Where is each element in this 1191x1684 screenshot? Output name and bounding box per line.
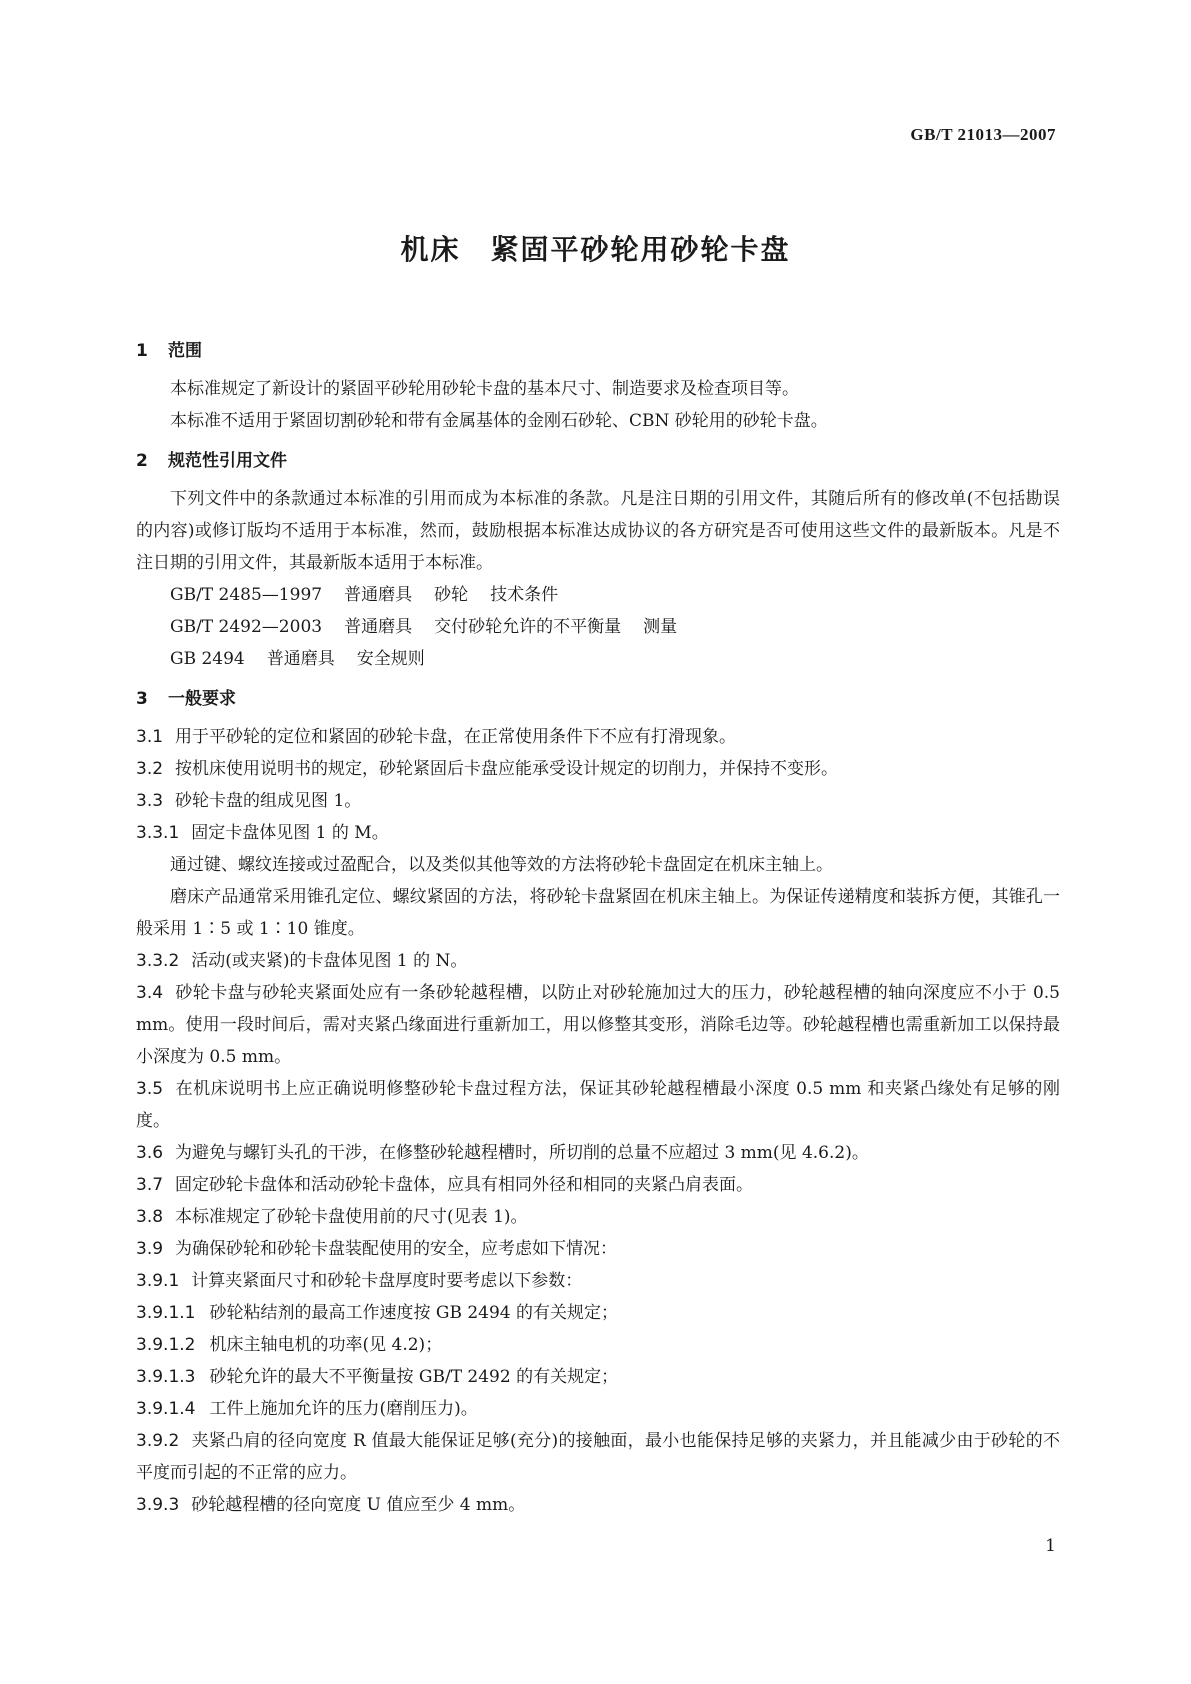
section-number: 2 <box>136 451 148 471</box>
clause-number: 3.3 <box>136 791 164 811</box>
clause-3-9 <box>136 1233 1060 1265</box>
clause-text: 计算夹紧面尺寸和砂轮卡盘厚度时要考虑以下参数： <box>191 1271 583 1291</box>
clause-3-4 <box>136 977 1060 1073</box>
reference-item <box>136 611 1060 643</box>
clause-3-9-1-2 <box>136 1329 1060 1361</box>
clause-text: 用于平砂轮的定位和紧固的砂轮卡盘，在正常使用条件下不应有打滑现象。 <box>175 727 737 747</box>
section-heading-1 <box>136 335 1060 367</box>
document-title <box>0 228 1191 268</box>
reference-item <box>136 579 1060 611</box>
clause-3-5 <box>136 1073 1060 1137</box>
clause-3-9-1-1 <box>136 1297 1060 1329</box>
paragraph: 下列文件中的条款通过本标准的引用而成为本标准的条款。凡是注日期的引用文件，其随后所有的修改单(不包括勘误的内容)或修订版均不适用于本标准，然而，鼓励根据本标准达成协议的各方研究是否可使用这些文件的最新版本。凡是不注日期的引用文件，其最新版本适用于本标准。 <box>136 489 1060 573</box>
clause-number: 3.9.1.3 <box>136 1367 196 1387</box>
clause-3-9-1 <box>136 1265 1060 1297</box>
clause-number: 3.7 <box>136 1175 164 1195</box>
clause-3-9-1-4 <box>136 1393 1060 1425</box>
clause-number: 3.2 <box>136 759 164 779</box>
reference-title: 普通磨具 <box>344 585 413 605</box>
clause-number: 3.3.1 <box>136 823 180 843</box>
clause-text: 本标准规定了砂轮卡盘使用前的尺寸(见表 1)。 <box>175 1207 528 1227</box>
title-part-1: 机床 <box>400 233 461 266</box>
section-title: 规范性引用文件 <box>168 451 287 471</box>
clause-number: 3.9.3 <box>136 1495 180 1515</box>
reference-title: 技术条件 <box>490 585 559 605</box>
clause-number: 3.1 <box>136 727 164 747</box>
reference-code: GB 2494 <box>170 649 245 669</box>
clause-text: 在机床说明书上应正确说明修整砂轮卡盘过程方法，保证其砂轮越程槽最小深度 0.5 mm 和夹紧凸缘处有足够的刚度。 <box>136 1079 1060 1131</box>
reference-title: 普通磨具 <box>266 649 335 669</box>
clause-text: 活动(或夹紧)的卡盘体见图 1 的 N。 <box>191 951 468 971</box>
reference-title: 安全规则 <box>356 649 425 669</box>
clause-text: 工件上施加允许的压力(磨削压力)。 <box>209 1399 478 1419</box>
clause-number: 3.9.1.1 <box>136 1303 196 1323</box>
reference-title: 交付砂轮允许的不平衡量 <box>434 617 622 637</box>
document-body <box>136 327 1060 1521</box>
clause-3-9-2 <box>136 1425 1060 1489</box>
page-number: 1 <box>1045 1536 1056 1556</box>
clause-text: 砂轮卡盘的组成见图 1。 <box>175 791 362 811</box>
clause-3-9-3 <box>136 1489 1060 1521</box>
section-title: 一般要求 <box>168 689 236 709</box>
clause-3-3-2 <box>136 945 1060 977</box>
paragraph: 通过键、螺纹连接或过盈配合，以及类似其他等效的方法将砂轮卡盘固定在机床主轴上。 <box>170 855 833 875</box>
standard-code: GB/T 21013—2007 <box>910 125 1056 144</box>
clause-number: 3.9.1 <box>136 1271 180 1291</box>
clause-3-2 <box>136 753 1060 785</box>
clause-text: 机床主轴电机的功率(见 4.2)； <box>209 1335 443 1355</box>
clause-text: 砂轮卡盘与砂轮夹紧面处应有一条砂轮越程槽，以防止对砂轮施加过大的压力，砂轮越程槽的轴向深度应不小于 0.5 mm。使用一段时间后，需对夹紧凸缘面进行重新加工，用以修整其变形，消除毛边等。砂轮越程槽也需重新加工以保持最小深度为 0.5 mm。 <box>136 983 1060 1067</box>
reference-code: GB/T 2492—2003 <box>170 617 323 637</box>
clause-number: 3.9 <box>136 1239 164 1259</box>
clause-text: 夹紧凸肩的径向宽度 R 值最大能保证足够(充分)的接触面，最小也能保持足够的夹紧力，并且能减少由于砂轮的不平度而引起的不正常的应力。 <box>136 1431 1060 1483</box>
reference-title: 普通磨具 <box>344 617 413 637</box>
title-part-2: 紧固平砂轮用砂轮卡盘 <box>490 233 791 266</box>
clause-text: 按机床使用说明书的规定，砂轮紧固后卡盘应能承受设计规定的切削力，并保持不变形。 <box>175 759 839 779</box>
section-title: 范围 <box>168 341 202 361</box>
reference-code: GB/T 2485—1997 <box>170 585 323 605</box>
clause-3-6 <box>136 1137 1060 1169</box>
reference-item <box>136 643 1060 675</box>
paragraph: 本标准不适用于紧固切割砂轮和带有金属基体的金刚石砂轮、CBN 砂轮用的砂轮卡盘。 <box>170 411 828 431</box>
clause-number: 3.9.1.4 <box>136 1399 196 1419</box>
reference-title: 砂轮 <box>434 585 469 605</box>
clause-number: 3.8 <box>136 1207 164 1227</box>
section-heading-2 <box>136 445 1060 477</box>
clause-number: 3.9.1.2 <box>136 1335 196 1355</box>
clause-text: 固定卡盘体见图 1 的 M。 <box>191 823 389 843</box>
clause-3-9-1-3 <box>136 1361 1060 1393</box>
clause-number: 3.9.2 <box>136 1431 180 1451</box>
clause-text: 固定砂轮卡盘体和活动砂轮卡盘体，应具有相同外径和相同的夹紧凸肩表面。 <box>175 1175 754 1195</box>
clause-3-7 <box>136 1169 1060 1201</box>
section-number: 3 <box>136 689 148 709</box>
clause-number: 3.3.2 <box>136 951 180 971</box>
paragraph: 本标准规定了新设计的紧固平砂轮用砂轮卡盘的基本尺寸、制造要求及检查项目等。 <box>170 379 799 399</box>
clause-text: 为确保砂轮和砂轮卡盘装配使用的安全，应考虑如下情况： <box>175 1239 618 1259</box>
clause-3-3-1 <box>136 817 1060 849</box>
clause-text: 为避免与螺钉头孔的干涉，在修整砂轮越程槽时，所切削的总量不应超过 3 mm(见 4.6.2)。 <box>175 1143 869 1163</box>
clause-number: 3.6 <box>136 1143 164 1163</box>
paragraph: 磨床产品通常采用锥孔定位、螺纹紧固的方法，将砂轮卡盘紧固在机床主轴上。为保证传递精度和装拆方便，其锥孔一般采用 1∶5 或 1∶10 锥度。 <box>136 887 1060 939</box>
clause-3-1 <box>136 721 1060 753</box>
clause-number: 3.5 <box>136 1079 164 1099</box>
clause-text: 砂轮粘结剂的最高工作速度按 GB 2494 的有关规定； <box>209 1303 619 1323</box>
reference-title: 测量 <box>643 617 678 637</box>
clause-text: 砂轮允许的最大不平衡量按 GB/T 2492 的有关规定； <box>209 1367 619 1387</box>
clause-3-3 <box>136 785 1060 817</box>
clause-text: 砂轮越程槽的径向宽度 U 值应至少 4 mm。 <box>191 1495 526 1515</box>
section-heading-3 <box>136 683 1060 715</box>
clause-3-8 <box>136 1201 1060 1233</box>
clause-number: 3.4 <box>136 983 164 1003</box>
section-number: 1 <box>136 341 148 361</box>
